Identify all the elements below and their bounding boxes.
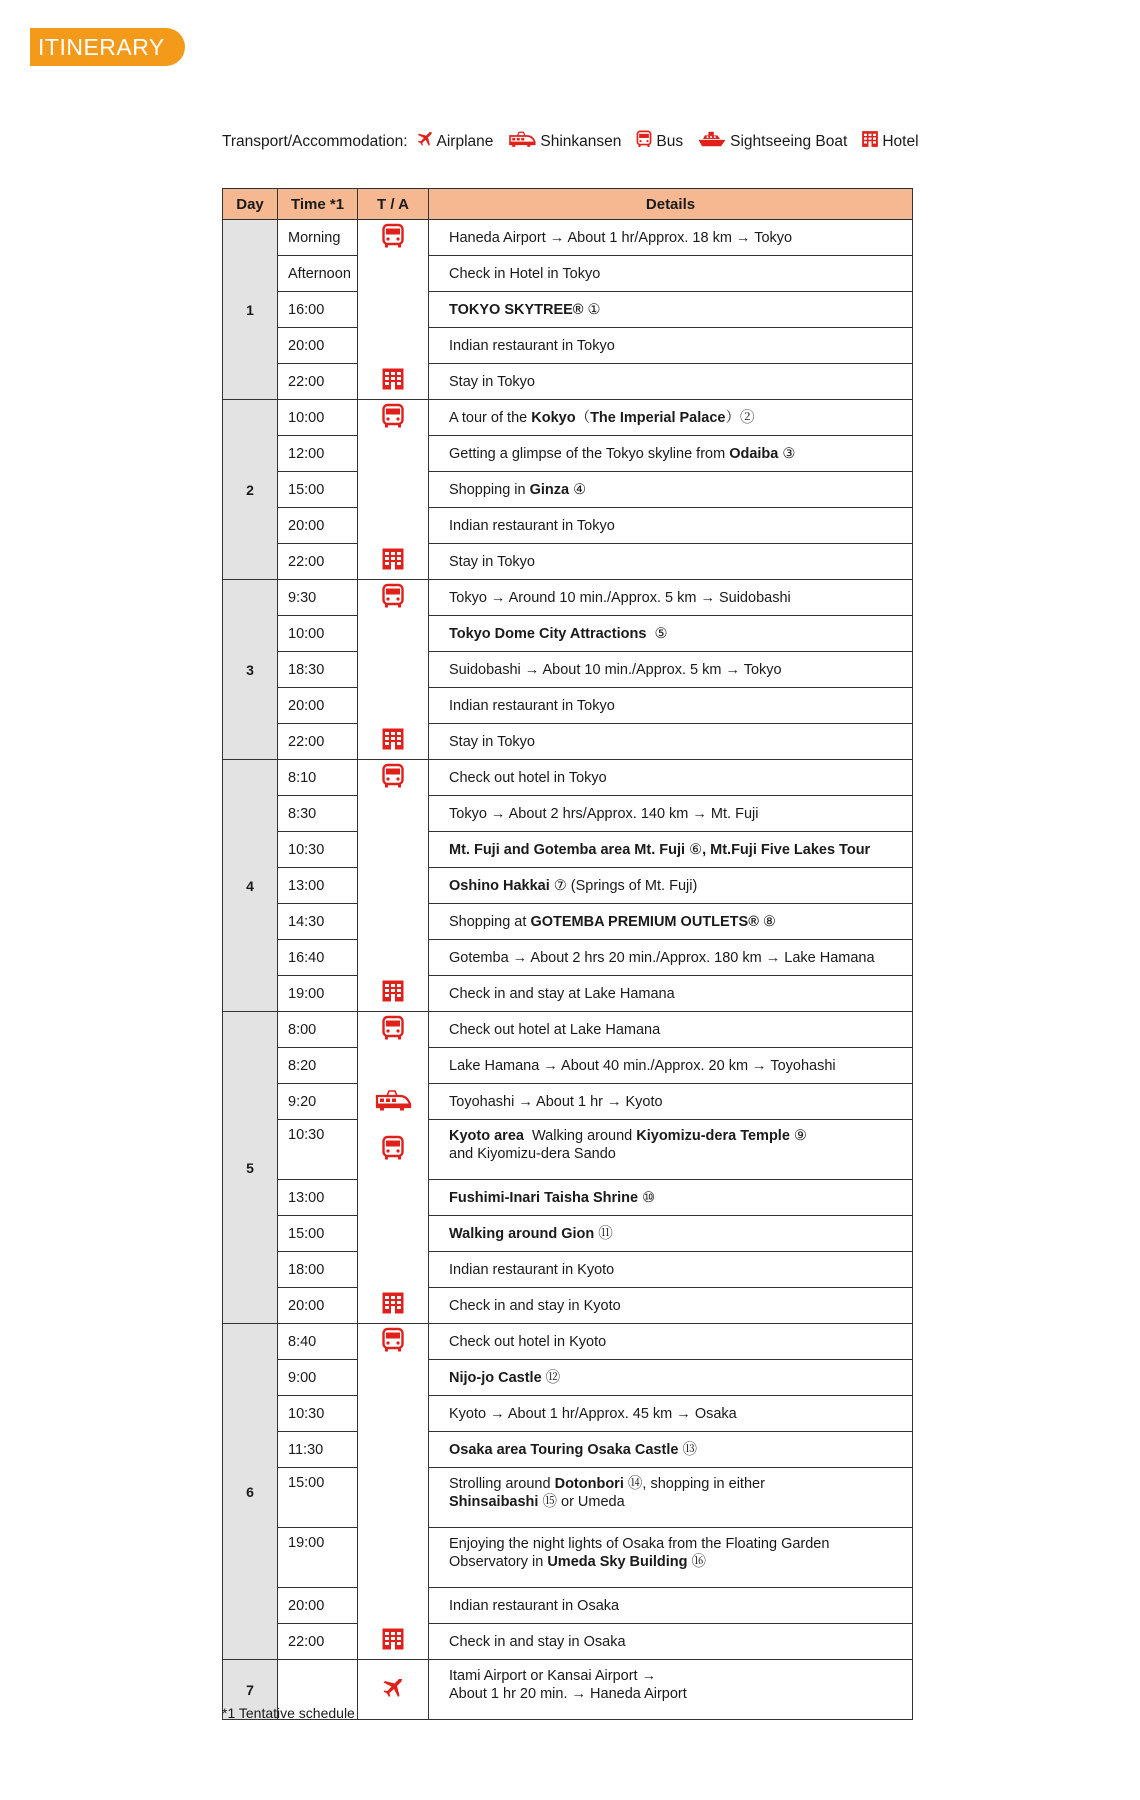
transport-cell: [358, 400, 429, 436]
details-bold-text: TOKYO SKYTREE®: [449, 301, 584, 318]
transport-cell: [358, 796, 429, 832]
time-cell: 9:00: [278, 1360, 358, 1396]
itinerary-title: ITINERARY: [30, 28, 185, 66]
details-cell: [429, 1084, 913, 1120]
details-cell: [429, 1396, 913, 1432]
time-cell: 16:40: [278, 940, 358, 976]
legend-item-airplane: [416, 130, 494, 153]
itinerary-row: [223, 724, 913, 760]
time-cell: 9:20: [278, 1084, 358, 1120]
details-text: Haneda Airport → About 1 hr/Approx. 18 km → Tokyo: [449, 229, 793, 246]
day-number: 4: [223, 760, 278, 1012]
transport-cell: [358, 688, 429, 724]
details-text: ⑪: [594, 1225, 613, 1242]
time-cell: 13:00: [278, 868, 358, 904]
details-text: ⑧: [758, 913, 776, 930]
time-cell: 19:00: [278, 1528, 358, 1588]
time-cell: 10:30: [278, 1396, 358, 1432]
shinkansen-icon: [374, 1088, 412, 1116]
details-text: ④: [569, 481, 587, 498]
day-number: 1: [223, 220, 278, 400]
details-cell: [429, 796, 913, 832]
itinerary-row: [223, 400, 913, 436]
table-header-row: [223, 189, 913, 220]
bus-icon: [381, 1135, 405, 1165]
itinerary-row: [223, 1588, 913, 1624]
time-cell: 10:30: [278, 832, 358, 868]
details-cell: [429, 1012, 913, 1048]
bus-icon: [381, 403, 405, 433]
transport-cell: [358, 1396, 429, 1432]
details-text: Kyoto → About 1 hr/Approx. 45 km → Osaka: [449, 1405, 737, 1422]
details-text: Check in and stay at Lake Hamana: [449, 985, 675, 1002]
shinkansen-icon: [507, 130, 540, 153]
time-cell: Morning: [278, 220, 358, 256]
time-cell: 8:00: [278, 1012, 358, 1048]
details-cell: [429, 328, 913, 364]
transport-cell: [358, 544, 429, 580]
details-text: Itami Airport or Kansai Airport → About 1 hr 20 min. → Haneda Airport: [449, 1668, 687, 1702]
hotel-icon: [381, 547, 405, 575]
legend-item-label: Hotel: [882, 132, 919, 150]
details-text: Strolling around: [449, 1476, 555, 1492]
itinerary-row: [223, 1396, 913, 1432]
details-text: Indian restaurant in Tokyo: [449, 337, 615, 354]
details-cell: [429, 292, 913, 328]
airplane-icon: [381, 1676, 405, 1704]
bus-icon: [381, 1327, 405, 1357]
details-cell: [429, 832, 913, 868]
details-text: Shopping in: [449, 481, 530, 498]
itinerary-row: [223, 256, 913, 292]
transport-cell: [358, 868, 429, 904]
sightseeing-boat-icon: [697, 130, 730, 153]
details-text: Check in and stay in Osaka: [449, 1633, 626, 1650]
details-cell: [429, 688, 913, 724]
details-bold-text: Osaka area Touring Osaka Castle: [449, 1441, 679, 1458]
itinerary-row: [223, 1360, 913, 1396]
details-cell: [429, 1528, 913, 1588]
itinerary-row: [223, 508, 913, 544]
time-cell: 15:00: [278, 1216, 358, 1252]
itinerary-row: [223, 1048, 913, 1084]
legend-item-shinkansen: [507, 130, 621, 153]
bus-icon: [381, 1015, 405, 1045]
transport-cell: [358, 940, 429, 976]
details-cell: [429, 1468, 913, 1528]
details-bold-text: Fushimi-Inari Taisha Shrine: [449, 1189, 639, 1206]
details-text: Check in and stay in Kyoto: [449, 1297, 621, 1314]
time-cell: 19:00: [278, 976, 358, 1012]
details-cell: [429, 616, 913, 652]
time-cell: 22:00: [278, 364, 358, 400]
hotel-icon: [861, 130, 882, 153]
itinerary-row: [223, 472, 913, 508]
details-bold-text: Mt. Fuji and Gotemba area Mt. Fuji: [449, 841, 686, 858]
transport-cell: [358, 292, 429, 328]
details-text: Indian restaurant in Tokyo: [449, 697, 615, 714]
transport-cell: [358, 1084, 429, 1120]
time-cell: 13:00: [278, 1180, 358, 1216]
details-text: Indian restaurant in Kyoto: [449, 1261, 615, 1278]
itinerary-row: [223, 1324, 913, 1360]
legend-item-sightseeing-boat: [697, 130, 847, 153]
details-cell: [429, 1180, 913, 1216]
details-text: ⑤: [646, 625, 668, 642]
transport-cell: [358, 1588, 429, 1624]
time-cell: 16:00: [278, 292, 358, 328]
details-bold-text: Oshino Hakkai: [449, 877, 550, 894]
time-cell: 20:00: [278, 508, 358, 544]
details-text: Indian restaurant in Tokyo: [449, 517, 615, 534]
details-text: Stay in Tokyo: [449, 373, 535, 390]
details-text: Indian restaurant in Osaka: [449, 1597, 620, 1614]
itinerary-row: [223, 1012, 913, 1048]
details-cell: [429, 256, 913, 292]
details-bold-text: GOTEMBA PREMIUM OUTLETS®: [530, 913, 759, 930]
bus-icon: [381, 763, 405, 793]
details-bold-text: Odaiba: [729, 445, 779, 462]
details-text: Stay in Tokyo: [449, 553, 535, 570]
day-number: 3: [223, 580, 278, 760]
transport-cell: [358, 256, 429, 292]
itinerary-row: [223, 1216, 913, 1252]
itinerary-table-wrapper: [222, 188, 912, 1720]
time-cell: 20:00: [278, 1588, 358, 1624]
time-cell: 15:00: [278, 1468, 358, 1528]
details-bold-text: , Mt.Fuji Five Lakes Tour: [702, 841, 871, 858]
time-cell: 20:00: [278, 1288, 358, 1324]
itinerary-row: [223, 940, 913, 976]
details-text: Check in Hotel in Tokyo: [449, 265, 601, 282]
details-bold-text: The Imperial Palace: [590, 409, 726, 426]
time-cell: Afternoon: [278, 256, 358, 292]
hotel-icon: [381, 727, 405, 755]
hotel-icon: [381, 1627, 405, 1655]
details-text: Gotemba → About 2 hrs 20 min./Approx. 180 km → Lake Hamana: [449, 949, 875, 966]
details-text: Tokyo → Around 10 min./Approx. 5 km → Suidobashi: [449, 589, 791, 606]
details-bold-text: Nijo-jo Castle: [449, 1369, 542, 1386]
itinerary-row: [223, 1120, 913, 1180]
time-cell: 20:00: [278, 688, 358, 724]
itinerary-row: [223, 1180, 913, 1216]
transport-cell: [358, 832, 429, 868]
transport-cell: [358, 652, 429, 688]
details-bold-text: Kokyo: [531, 409, 576, 426]
details-text: Lake Hamana → About 40 min./Approx. 20 km → Toyohashi: [449, 1057, 836, 1074]
itinerary-row: [223, 1288, 913, 1324]
itinerary-row: [223, 1624, 913, 1660]
details-bold-text: Tokyo Dome City Attractions: [449, 625, 647, 642]
details-cell: [429, 436, 913, 472]
details-bold-text: Ginza: [529, 481, 570, 498]
itinerary-row: [223, 292, 913, 328]
details-cell: [429, 1324, 913, 1360]
details-text: Getting a glimpse of the Tokyo skyline from: [449, 445, 730, 462]
transport-cell: [358, 1660, 429, 1720]
details-text: Stay in Tokyo: [449, 733, 535, 750]
transport-cell: [358, 1360, 429, 1396]
itinerary-row: [223, 1252, 913, 1288]
itinerary-row: [223, 976, 913, 1012]
time-cell: 12:00: [278, 436, 358, 472]
details-text: Check out hotel in Tokyo: [449, 769, 607, 786]
details-text: ⑭, shopping in either: [627, 1476, 765, 1492]
time-cell: 14:30: [278, 904, 358, 940]
details-bold-text: Shinsaibashi: [449, 1494, 539, 1510]
day-number: 6: [223, 1324, 278, 1660]
itinerary-row: [223, 364, 913, 400]
details-text: ③: [778, 445, 796, 462]
transport-cell: [358, 580, 429, 616]
time-cell: 22:00: [278, 724, 358, 760]
time-cell: 18:30: [278, 652, 358, 688]
legend-item-label: Airplane: [436, 132, 494, 150]
details-cell: [429, 1120, 913, 1180]
details-cell: [429, 760, 913, 796]
itinerary-table: [222, 188, 913, 1720]
itinerary-row: [223, 616, 913, 652]
details-cell: [429, 400, 913, 436]
transport-cell: [358, 616, 429, 652]
details-cell: [429, 1624, 913, 1660]
itinerary-row: [223, 1084, 913, 1120]
itinerary-row: [223, 760, 913, 796]
airplane-icon: [416, 130, 437, 153]
details-text: ）②: [725, 409, 755, 426]
details-text: ⑫: [541, 1369, 561, 1386]
details-text: Check out hotel at Lake Hamana: [449, 1021, 661, 1038]
bus-icon: [381, 223, 405, 253]
time-cell: 10:00: [278, 616, 358, 652]
details-cell: [429, 580, 913, 616]
transport-cell: [358, 760, 429, 796]
details-text: ⑯: [687, 1554, 707, 1570]
time-cell: 10:00: [278, 400, 358, 436]
details-text: ⑮ or Umeda: [538, 1494, 625, 1510]
header-details: Details: [429, 189, 913, 220]
details-text: Walking around: [523, 1128, 637, 1144]
itinerary-row: [223, 328, 913, 364]
transport-cell: [358, 1624, 429, 1660]
header-day: Day: [223, 189, 278, 220]
details-cell: [429, 544, 913, 580]
hotel-icon: [381, 979, 405, 1007]
transport-cell: [358, 364, 429, 400]
details-cell: [429, 1252, 913, 1288]
itinerary-row: [223, 1432, 913, 1468]
itinerary-row: [223, 868, 913, 904]
legend-item-label: Shinkansen: [540, 132, 622, 150]
itinerary-row: [223, 832, 913, 868]
itinerary-row: [223, 436, 913, 472]
details-text: Toyohashi → About 1 hr → Kyoto: [449, 1093, 663, 1110]
time-cell: 22:00: [278, 1624, 358, 1660]
time-cell: 22:00: [278, 544, 358, 580]
transport-cell: [358, 328, 429, 364]
legend-item-label: Bus: [656, 132, 684, 150]
itinerary-row: [223, 580, 913, 616]
transport-cell: [358, 1048, 429, 1084]
transport-cell: [358, 1288, 429, 1324]
legend-item-hotel: [861, 130, 918, 153]
itinerary-row: [223, 652, 913, 688]
details-cell: [429, 652, 913, 688]
details-cell: [429, 1660, 913, 1720]
details-cell: [429, 364, 913, 400]
details-cell: [429, 1432, 913, 1468]
transport-cell: [358, 904, 429, 940]
time-cell: 9:30: [278, 580, 358, 616]
time-cell: 10:30: [278, 1120, 358, 1180]
footnote: *1 Tentative schedule: [222, 1705, 355, 1721]
itinerary-row: [223, 220, 913, 256]
details-cell: [429, 508, 913, 544]
hotel-icon: [381, 1291, 405, 1319]
details-text: ⑥: [685, 841, 703, 858]
transport-cell: [358, 724, 429, 760]
details-text: Check out hotel in Kyoto: [449, 1333, 607, 1350]
day-number: 5: [223, 1012, 278, 1324]
legend-item-bus: [635, 130, 683, 153]
time-cell: 8:40: [278, 1324, 358, 1360]
day-number: 7: [223, 1660, 278, 1720]
itinerary-row: [223, 796, 913, 832]
details-text: A tour of the: [449, 409, 532, 426]
time-cell: 8:20: [278, 1048, 358, 1084]
details-bold-text: Kiyomizu-dera Temple: [636, 1128, 790, 1144]
transport-cell: [358, 1324, 429, 1360]
transport-cell: [358, 220, 429, 256]
details-text: Enjoying the night lights of Osaka from the Floating Garden Observatory in: [449, 1536, 830, 1570]
details-text: ⑨ and Kiyomizu-dera Sando: [449, 1128, 807, 1162]
details-bold-text: Dotonbori: [554, 1476, 624, 1492]
legend-label: Transport/Accommodation:: [222, 132, 408, 150]
transport-cell: [358, 1432, 429, 1468]
details-cell: [429, 868, 913, 904]
itinerary-row: [223, 904, 913, 940]
transport-cell: [358, 1528, 429, 1588]
itinerary-row: [223, 688, 913, 724]
details-cell: [429, 724, 913, 760]
time-cell: 8:30: [278, 796, 358, 832]
details-cell: [429, 1216, 913, 1252]
details-cell: [429, 1288, 913, 1324]
header-ta: T / A: [358, 189, 429, 220]
details-text: Shopping at: [449, 913, 531, 930]
transport-legend: [222, 130, 919, 153]
details-text: ⑩: [638, 1189, 656, 1206]
transport-cell: [358, 1012, 429, 1048]
details-bold-text: Umeda Sky Building: [547, 1554, 688, 1570]
bus-icon: [635, 130, 656, 153]
details-cell: [429, 1048, 913, 1084]
details-cell: [429, 940, 913, 976]
transport-cell: [358, 1120, 429, 1180]
details-text: Tokyo → About 2 hrs/Approx. 140 km → Mt. Fuji: [449, 805, 759, 822]
transport-cell: [358, 436, 429, 472]
details-cell: [429, 1588, 913, 1624]
transport-cell: [358, 976, 429, 1012]
details-text: （: [575, 409, 591, 426]
bus-icon: [381, 583, 405, 613]
time-cell: 15:00: [278, 472, 358, 508]
itinerary-row: [223, 1468, 913, 1528]
details-bold-text: Walking around Gion: [449, 1225, 595, 1242]
transport-cell: [358, 508, 429, 544]
details-cell: [429, 220, 913, 256]
time-cell: 18:00: [278, 1252, 358, 1288]
transport-cell: [358, 1252, 429, 1288]
transport-cell: [358, 1216, 429, 1252]
details-cell: [429, 904, 913, 940]
details-bold-text: Kyoto area: [449, 1128, 524, 1144]
legend-item-label: Sightseeing Boat: [730, 132, 848, 150]
transport-cell: [358, 1180, 429, 1216]
time-cell: 11:30: [278, 1432, 358, 1468]
transport-cell: [358, 1468, 429, 1528]
details-cell: [429, 1360, 913, 1396]
details-cell: [429, 472, 913, 508]
time-cell: 20:00: [278, 328, 358, 364]
day-number: 2: [223, 400, 278, 580]
header-time: Time *1: [278, 189, 358, 220]
itinerary-row: [223, 1528, 913, 1588]
details-text: Suidobashi → About 10 min./Approx. 5 km → Tokyo: [449, 661, 782, 678]
transport-cell: [358, 472, 429, 508]
details-text: ①: [583, 301, 601, 318]
details-text: ⑬: [678, 1441, 697, 1458]
details-text: ⑦ (Springs of Mt. Fuji): [549, 877, 698, 894]
itinerary-row: [223, 544, 913, 580]
hotel-icon: [381, 367, 405, 395]
details-cell: [429, 976, 913, 1012]
time-cell: 8:10: [278, 760, 358, 796]
